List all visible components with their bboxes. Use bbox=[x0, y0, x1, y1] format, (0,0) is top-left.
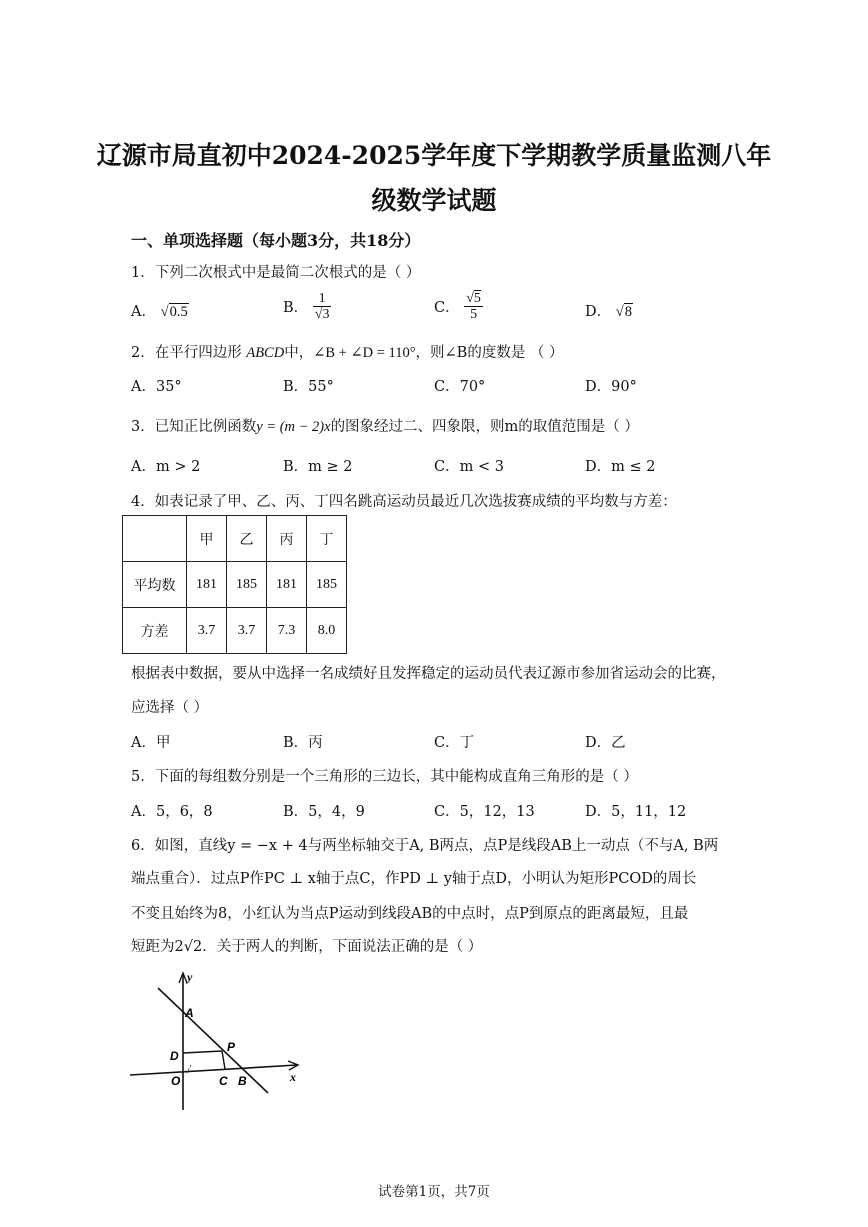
table-header-cell: 丙 bbox=[267, 516, 307, 562]
q1-option-b-label: B． bbox=[283, 300, 309, 316]
table-cell: 181 bbox=[267, 562, 307, 608]
q1-option-c-label: C． bbox=[434, 300, 460, 316]
q1-option-d-label: D． bbox=[585, 304, 612, 320]
question-4-stem: 4．如表记录了甲、乙、丙、丁四名跳高运动员最近几次选拔赛成绩的平均数与方差： bbox=[131, 494, 677, 510]
q3-option-c: C．m < 3 bbox=[434, 459, 504, 475]
q2-stem-mid: 中， bbox=[284, 345, 314, 361]
question-1-stem: 1．下列二次根式中是最简二次根式的是（ ） bbox=[131, 265, 421, 281]
question-6-line4: 短距为2√2．关于两人的判断，下面说法正确的是（ ） bbox=[131, 939, 483, 955]
label-d: D bbox=[170, 1049, 179, 1063]
q1-option-c-fraction bbox=[464, 291, 483, 322]
table-header-cell: 乙 bbox=[227, 516, 267, 562]
q4-option-d: D．乙 bbox=[585, 735, 626, 751]
q3-option-d: D．m ≤ 2 bbox=[585, 459, 656, 475]
question-4-text-line1: 根据表中数据，要从中选择一名成绩好且发挥稳定的运动员代表辽源市参加省运动会的比赛， bbox=[131, 666, 726, 682]
q1-option-b bbox=[283, 291, 331, 322]
question-6-line1: 6．如图，直线y = −x + 4与两坐标轴交于A, B两点，点P是线段AB上一动点（不与A, B两 bbox=[131, 838, 719, 854]
q1-option-d-math: √8 bbox=[615, 304, 632, 320]
q1-option-c-numerator: √5 bbox=[466, 291, 481, 306]
q1-option-b-denominator: √3 bbox=[314, 307, 330, 322]
question-6-line2: 端点重合）．过点P作PC ⊥ x轴于点C，作PD ⊥ y轴于点D，小明认为矩形PCOD的周长 bbox=[131, 871, 697, 887]
question-6-line3: 不变且始终为8，小红认为当点P运动到线段AB的中点时，点P到原点的距离最短，且最 bbox=[131, 906, 689, 922]
score-table bbox=[122, 515, 347, 654]
q3-expression: y = (m − 2)x bbox=[256, 419, 331, 435]
q5-option-c: C．5，12，13 bbox=[434, 804, 535, 820]
table-header-cell: 甲 bbox=[187, 516, 227, 562]
page-title-line2: 级数学试题 bbox=[371, 186, 497, 215]
q5-option-b: B．5，4，9 bbox=[283, 804, 365, 820]
question-4-text-line2: 应选择（ ） bbox=[131, 700, 209, 716]
page-title-line1: 辽源市局直初中2024-2025学年度下学期教学质量监测八年 bbox=[96, 141, 772, 170]
table-cell: 3.7 bbox=[187, 608, 227, 654]
q1-option-a-label: A． bbox=[131, 304, 156, 320]
q2-option-a: A．35° bbox=[131, 379, 182, 395]
label-y: y bbox=[187, 970, 193, 984]
q2-shape: ABCD bbox=[246, 345, 285, 361]
table-row-label: 平均数 bbox=[123, 562, 187, 608]
x-axis-line bbox=[130, 1065, 297, 1075]
label-o: O bbox=[171, 1074, 181, 1088]
table-cell: 185 bbox=[227, 562, 267, 608]
table-row bbox=[123, 562, 347, 608]
q1-option-c bbox=[434, 291, 483, 322]
q1-option-b-den-radicand: 3 bbox=[322, 307, 330, 322]
q5-option-a: A．5，6，8 bbox=[131, 804, 213, 820]
table-cell: 181 bbox=[187, 562, 227, 608]
q1-option-a-radicand: 0.5 bbox=[169, 304, 188, 320]
table-header-cell bbox=[123, 516, 187, 562]
segment-pc bbox=[222, 1051, 225, 1069]
label-x: x bbox=[290, 1070, 296, 1084]
q1-option-b-fraction bbox=[313, 291, 332, 322]
question-2-stem bbox=[131, 341, 564, 362]
q1-option-a-math: √0.5 bbox=[160, 304, 188, 320]
q1-option-d-radicand: 8 bbox=[624, 304, 632, 320]
q3-stem-pre: 3．已知正比例函数 bbox=[131, 419, 257, 435]
q2-option-b: B．55° bbox=[283, 379, 334, 395]
page-footer: 试卷第1页，共7页 bbox=[378, 1184, 490, 1200]
label-b: B bbox=[238, 1074, 247, 1088]
label-p: P bbox=[227, 1040, 236, 1054]
q3-option-a: A．m > 2 bbox=[131, 459, 201, 475]
table-row-label: 方差 bbox=[123, 608, 187, 654]
label-a: A bbox=[185, 1006, 194, 1020]
table-cell: 3.7 bbox=[227, 608, 267, 654]
q2-expression: ∠B + ∠D = 110° bbox=[313, 345, 416, 361]
q2-stem-pre: 2．在平行四边形 bbox=[131, 345, 247, 361]
q1-option-b-numerator: 1 bbox=[318, 291, 326, 306]
question-3-stem bbox=[131, 415, 639, 436]
table-header-cell: 丁 bbox=[307, 516, 347, 562]
q1-option-d bbox=[585, 300, 633, 321]
q3-stem-post: 的图象经过二、四象限，则m的取值范围是（ ） bbox=[330, 419, 639, 435]
table-cell: 185 bbox=[307, 562, 347, 608]
q2-option-c: C．70° bbox=[434, 379, 486, 395]
label-c: C bbox=[219, 1074, 228, 1088]
table-row bbox=[123, 608, 347, 654]
q2-option-d: D．90° bbox=[585, 379, 637, 395]
q2-stem-post: ，则∠B的度数是 （ ） bbox=[415, 345, 564, 361]
table-header-row bbox=[123, 516, 347, 562]
q3-option-b: B．m ≥ 2 bbox=[283, 459, 353, 475]
coordinate-figure bbox=[125, 965, 310, 1115]
segment-pd bbox=[183, 1051, 222, 1053]
table-cell: 7.3 bbox=[267, 608, 307, 654]
q4-option-b: B．丙 bbox=[283, 735, 323, 751]
table-cell: 8.0 bbox=[307, 608, 347, 654]
q4-option-c: C．丁 bbox=[434, 735, 475, 751]
q5-option-d: D．5，11，12 bbox=[585, 804, 687, 820]
section-heading: 一、单项选择题（每小题3分，共18分） bbox=[131, 231, 421, 250]
question-5-stem: 5．下面的每组数分别是一个三角形的三边长，其中能构成直角三角形的是（ ） bbox=[131, 769, 638, 785]
q1-option-c-denominator: 5 bbox=[464, 306, 483, 322]
q1-option-c-num-radicand: 5 bbox=[473, 291, 481, 306]
q4-option-a: A．甲 bbox=[131, 735, 171, 751]
q1-option-a bbox=[131, 300, 189, 321]
